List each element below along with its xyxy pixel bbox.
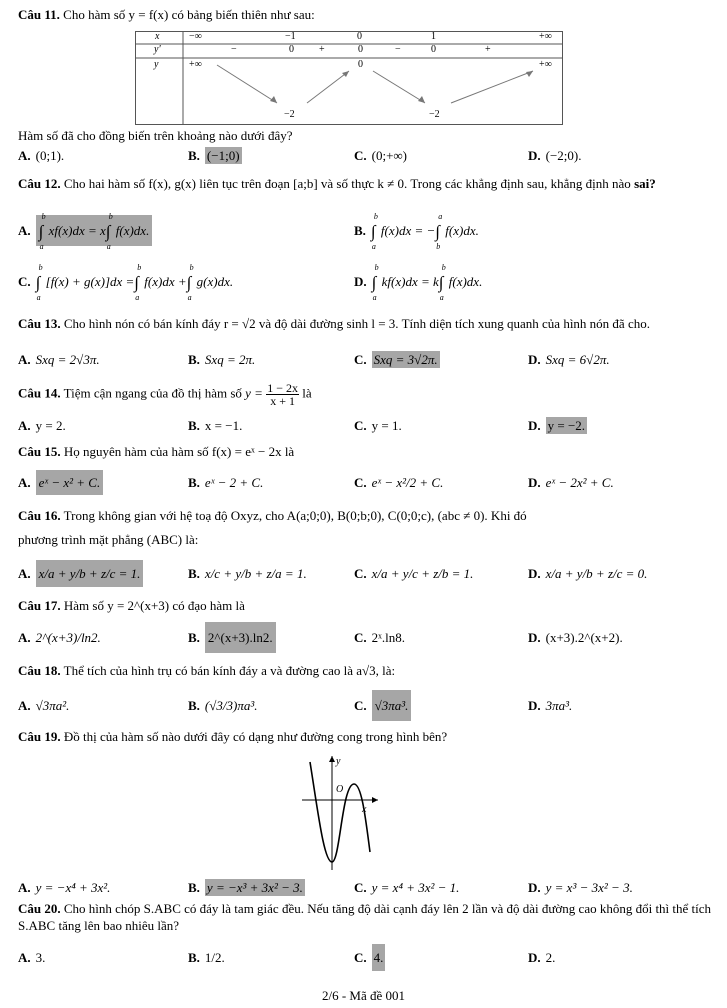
- integral-icon: ∫ a b: [435, 212, 443, 251]
- q13-option-a[interactable]: A. Sxq = 2√3π.: [18, 352, 100, 367]
- integral-icon: ∫ b a: [38, 212, 46, 251]
- q11-option-d[interactable]: D. (−2;0).: [528, 148, 582, 163]
- q18-option-a[interactable]: A. √3πa².: [18, 698, 70, 713]
- q14-option-a[interactable]: A. y = 2.: [18, 418, 66, 433]
- q15-option-c[interactable]: C. eˣ − x²/2 + C.: [354, 475, 444, 490]
- q19-stem: Câu 19. Đồ thị của hàm số nào dưới đây có dạng như đường cong trong hình bên?: [18, 729, 448, 744]
- q13-stem: Câu 13. Cho hình nón có bán kính đáy r = √2 và độ dài đường sinh l = 3. Tính diện tích xung quanh của hình nón đã cho.: [18, 316, 650, 331]
- integral-icon: ∫ b a: [105, 212, 113, 251]
- q19-option-b[interactable]: B. y = −x³ + 3x² − 3.: [188, 880, 303, 895]
- q19-option-d[interactable]: D. y = x³ − 3x² − 3.: [528, 880, 633, 895]
- fraction: $\frac{1 - 2x}{x + 1}$: [267, 381, 298, 408]
- integral-icon: ∫ b a: [134, 263, 142, 302]
- q15-option-d[interactable]: D. eˣ − 2x² + C.: [528, 475, 614, 490]
- integral-icon: ∫ b a: [186, 263, 194, 302]
- q13-option-b[interactable]: B. Sxq = 2π.: [188, 352, 256, 367]
- q19-option-a[interactable]: A. y = −x⁴ + 3x².: [18, 880, 111, 895]
- q11-question: Hàm số đã cho đồng biến trên khoảng nào dưới đây?: [18, 128, 293, 143]
- integral-icon: ∫ b a: [370, 212, 378, 251]
- q12-option-c[interactable]: C. ∫ b a [f(x) + g(x)]dx =∫ b a f(x)dx +∫ b a g(x)dx.: [18, 263, 234, 302]
- q16-stem: Câu 16. Trong không gian với hệ toạ độ Oxyz, cho A(a;0;0), B(0;b;0), C(0;0;c), (abc ≠ 0). Khi đó: [18, 508, 527, 523]
- q20-option-a[interactable]: A. 3.: [18, 950, 46, 965]
- q19-option-c[interactable]: C. y = x⁴ + 3x² − 1.: [354, 880, 460, 895]
- q20-option-d[interactable]: D. 2.: [528, 950, 556, 965]
- q16-stem-line2: phương trình mặt phẳng (ABC) là:: [18, 532, 199, 547]
- q18-stem: Câu 18. Thể tích của hình trụ có bán kính đáy a và đường cao là a√3, là:: [18, 663, 396, 678]
- q20-option-b[interactable]: B. 1/2.: [188, 950, 225, 965]
- variation-table: x −∞ −1 0 1 +∞ y' − 0 + 0 − 0 + y +∞ 0 +∞ −2 −2: [135, 31, 563, 125]
- q11-option-b[interactable]: B. (−1;0): [188, 148, 240, 163]
- q20-stem: Câu 20. Cho hình chóp S.ABC có đáy là tam giác đều. Nếu tăng độ dài cạnh đáy lên 2 lần và độ dài đường cao không đổi thì thể tích S.ABC tăng lên bao nhiêu lần?: [18, 901, 712, 933]
- integral-icon: ∫ b a: [371, 263, 379, 302]
- q14-stem: Câu 14. Tiệm cận ngang của đồ thị hàm số y = $\frac{1 - 2x}{x + 1}$ là: [18, 381, 312, 408]
- q19-graph: y O x: [300, 752, 380, 872]
- q12-option-b[interactable]: B. ∫ b a f(x)dx = −∫ a b f(x)dx.: [354, 212, 479, 251]
- q11-stem: Câu 11. Cho hàm số y = f(x) có bảng biến thiên như sau:: [18, 7, 315, 22]
- q14-option-b[interactable]: B. x = −1.: [188, 418, 243, 433]
- q15-option-b[interactable]: B. eˣ − 2 + C.: [188, 475, 264, 490]
- page-footer: 2/6 - Mã đề 001: [321, 988, 406, 1003]
- q11-option-c[interactable]: C. (0;+∞): [354, 148, 408, 163]
- q18-option-b[interactable]: B. (√3/3)πa³.: [188, 698, 258, 713]
- q13-option-d[interactable]: D. Sxq = 6√2π.: [528, 352, 610, 367]
- q12-option-a[interactable]: A. ∫ b a xf(x)dx = x∫ b a f(x)dx.: [18, 222, 152, 242]
- q16-option-c[interactable]: C. x/a + y/c + z/b = 1.: [354, 566, 474, 581]
- q11-option-a[interactable]: A. (0;1).: [18, 148, 65, 163]
- q12-stem: Câu 12. Cho hai hàm số f(x), g(x) liên tục trên đoạn [a;b] và số thực k ≠ 0. Trong các khẳng định sau, khẳng định nào sai?: [18, 176, 656, 191]
- q17-option-a[interactable]: A. 2^(x+3)/ln2.: [18, 630, 101, 645]
- q14-option-c[interactable]: C. y = 1.: [354, 418, 402, 433]
- q12-option-d[interactable]: D. ∫ b a kf(x)dx = k∫ b a f(x)dx.: [354, 263, 483, 302]
- q18-option-d[interactable]: D. 3πa³.: [528, 698, 573, 713]
- q13-option-c[interactable]: C. Sxq = 3√2π.: [354, 352, 438, 367]
- q15-option-a[interactable]: A. eˣ − x² + C.: [18, 475, 103, 491]
- q14-option-d[interactable]: D. y = −2.: [528, 418, 586, 433]
- integral-icon: ∫ b a: [438, 263, 446, 302]
- integral-icon: ∫ b a: [35, 263, 43, 302]
- q17-option-c[interactable]: C. 2ˣ.ln8.: [354, 630, 406, 645]
- q18-option-c[interactable]: C. √3πa³.: [354, 698, 411, 714]
- q16-option-b[interactable]: B. x/c + y/b + z/a = 1.: [188, 566, 307, 581]
- q16-option-a[interactable]: A. x/a + y/b + z/c = 1.: [18, 566, 143, 582]
- q15-stem: Câu 15. Họ nguyên hàm của hàm số f(x) = eˣ − 2x là: [18, 444, 295, 459]
- q17-stem: Câu 17. Hàm số y = 2^(x+3) có đạo hàm là: [18, 598, 245, 613]
- q17-option-b[interactable]: B. 2^(x+3).ln2.: [188, 630, 276, 646]
- q17-option-d[interactable]: D. (x+3).2^(x+2).: [528, 630, 623, 645]
- q16-option-d[interactable]: D. x/a + y/b + z/c = 0.: [528, 566, 648, 581]
- q20-option-c[interactable]: C. 4.: [354, 950, 385, 966]
